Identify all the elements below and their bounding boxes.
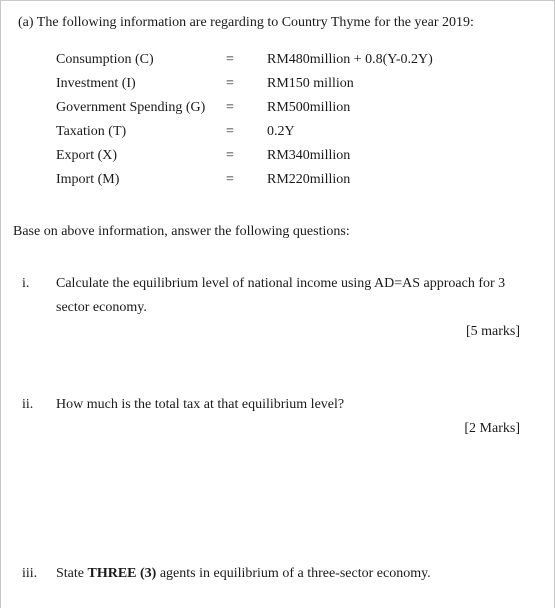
question-text-line2: sector economy. (56, 300, 147, 315)
variable-value: RM340million (267, 148, 351, 163)
question-number: i. (22, 276, 30, 291)
variable-name: Taxation (T) (56, 124, 127, 139)
variable-value: RM480million + 0.8(Y-0.2Y) (267, 52, 433, 67)
instructions-text: Base on above information, answer the following questions: (13, 224, 350, 239)
variable-name: Government Spending (G) (56, 100, 206, 115)
equals-sign: = (226, 100, 234, 115)
question-text-line1: Calculate the equilibrium level of national income using AD=AS approach for 3 (56, 276, 506, 291)
variable-row-export (0, 148, 555, 164)
variable-row-government-spending (0, 100, 555, 116)
equals-sign: = (226, 124, 234, 139)
variable-row-consumption (0, 52, 555, 68)
question-text-prefix: State (56, 566, 88, 581)
equals-sign: = (226, 76, 234, 91)
question-number: iii. (22, 566, 38, 581)
variable-row-import (0, 172, 555, 188)
variable-name: Export (X) (56, 148, 118, 163)
question-number: ii. (22, 397, 34, 412)
variable-value: RM150 million (267, 76, 354, 91)
question-text-suffix: agents in equilibrium of a three-sector economy. (156, 566, 431, 581)
question-text-emphasis: THREE (3) (87, 566, 157, 581)
equals-sign: = (226, 148, 234, 163)
marks-label: [5 marks] (465, 324, 520, 339)
marks-label: [2 Marks] (464, 421, 520, 436)
variable-name: Import (M) (56, 172, 120, 187)
section-heading: (a) The following information are regarding to Country Thyme for the year 2019: (18, 15, 474, 30)
variable-name: Consumption (C) (56, 52, 154, 67)
variable-row-taxation (0, 124, 555, 140)
equals-sign: = (226, 172, 234, 187)
equals-sign: = (226, 52, 234, 67)
question-text-line1 (56, 566, 431, 582)
variable-name: Investment (I) (56, 76, 136, 91)
variable-value: RM220million (267, 172, 351, 187)
variable-row-investment (0, 76, 555, 92)
variable-value: RM500million (267, 100, 351, 115)
question-text-line1: How much is the total tax at that equilibrium level? (56, 397, 345, 412)
variable-value: 0.2Y (267, 124, 295, 139)
